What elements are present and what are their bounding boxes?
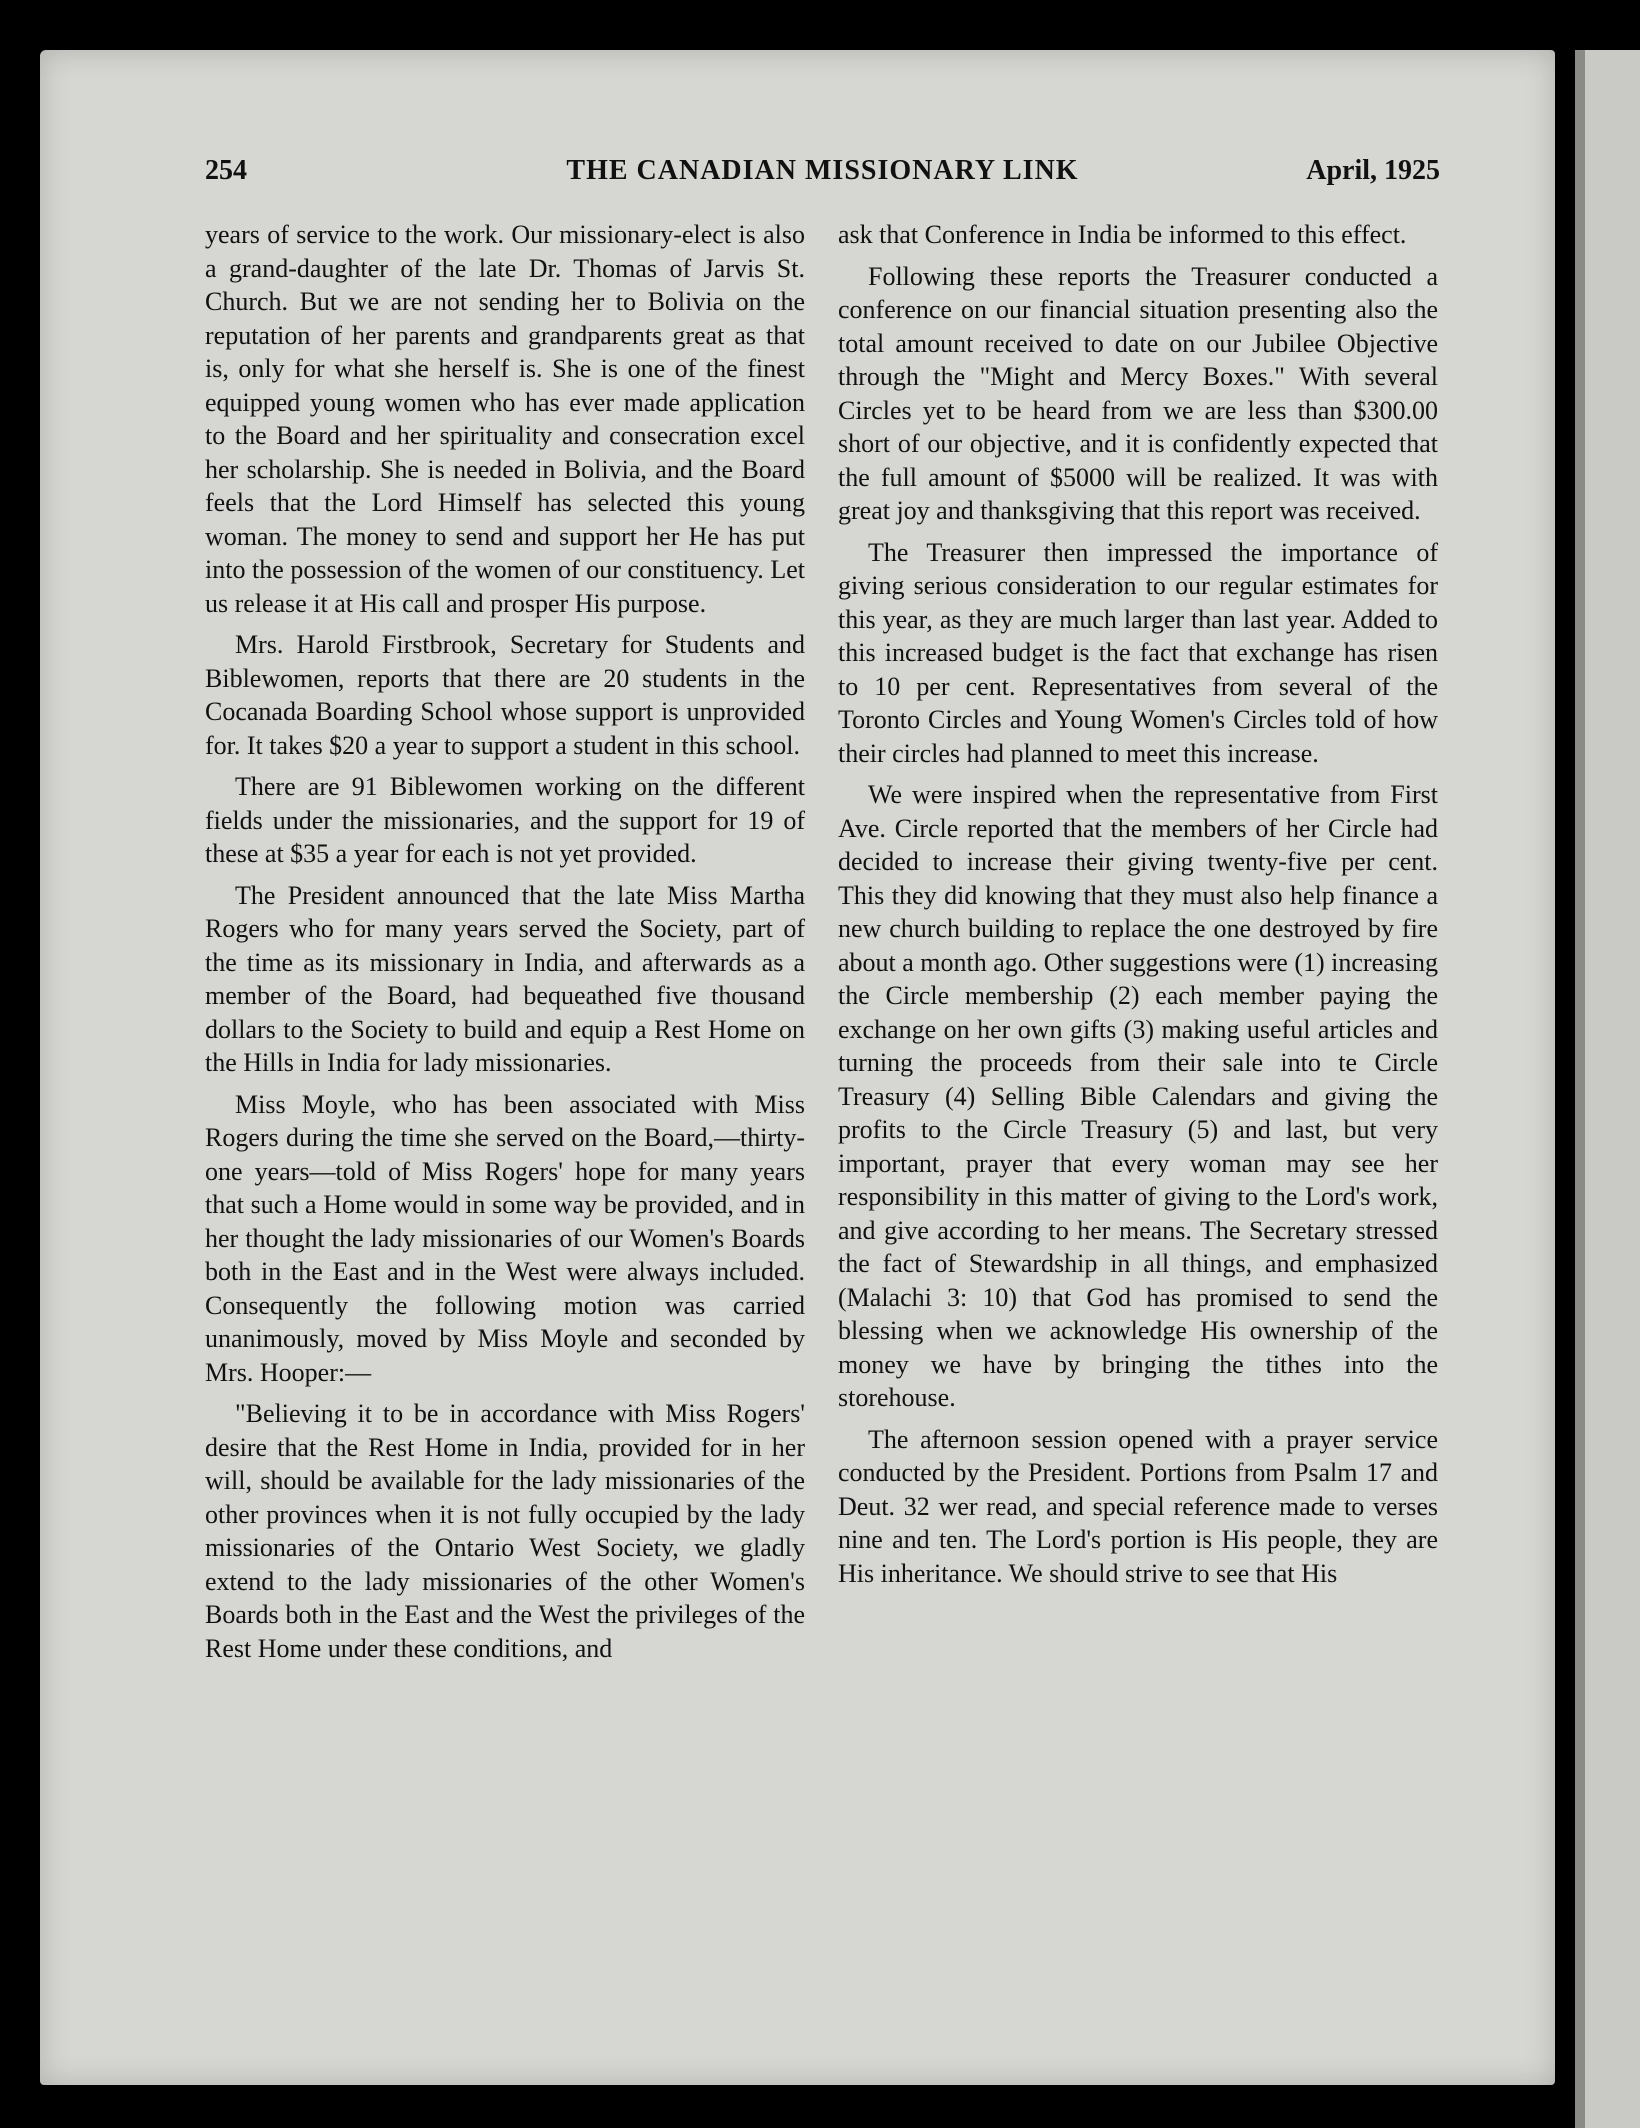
paragraph: years of service to the work. Our missionary-elect is also a grand-daughter of the late Dr. Thomas of Jarvis St. Church. But we are not sending her to Bolivia on the reputation of her parents and grandparents great as that is, only for what she herself is. She is one of the finest equipped young women who has ever made application to the Board and her spirituality and consecration excel her scholarship. She is needed in Bolivia, and the Board feels that the Lord Himself has selected this young woman. The money to send and support her He has put into the possession of the women of our constituency. Let us release it at His call and prosper His purpose. <box>205 220 805 618</box>
paragraph: Miss Moyle, who has been associated with Miss Rogers during the time she served on the Board,—thirty-one years—told of Miss Rogers' hope for many years that such a Home would in some way be provided, and in her thought the lady missionaries of our Women's Boards both in the East and in the West were always included. Consequently the following motion was carried unanimously, moved by Miss Moyle and seconded by Mrs. Hooper:— <box>205 1089 805 1387</box>
page-number: 254 <box>205 155 247 186</box>
right-column <box>838 218 1438 1598</box>
adjacent-page-edge <box>1575 50 1640 2128</box>
paragraph: ask that Conference in India be informed to this effect. <box>838 220 1407 249</box>
paragraph: There are 91 Biblewomen working on the different fields under the missionaries, and the support for 19 of these at $35 a year for each is not yet provided. <box>205 772 805 868</box>
scan-border-top <box>0 0 1640 50</box>
paragraph: The afternoon session opened with a prayer service conducted by the President. Portions from Psalm 17 and Deut. 32 wer read, and special reference made to verses nine and ten. The Lord's portion is His people, they are His inheritance. We should strive to see that His <box>838 1424 1438 1588</box>
page-edge-shadow <box>1555 50 1575 2128</box>
running-header <box>205 155 1440 195</box>
paragraph: Following these reports the Treasurer conducted a conference on our financial situation presenting also the total amount received to date on our Jubilee Objective through the "Might and Mercy Boxes." With several Circles yet to be heard from we are less than $300.00 short of our objective, and it is confidently expected that the full amount of $5000 will be realized. It was with great joy and thanksgiving that this report was received. <box>838 261 1438 525</box>
paragraph: The Treasurer then impressed the importance of giving serious consideration to our regular estimates for this year, as they are much larger than last year. Added to this increased budget is the fact that exchange has risen to 10 per cent. Representatives from several of the Toronto Circles and Young Women's Circles told of how their circles had planned to meet this increase. <box>838 537 1438 768</box>
issue-date: April, 1925 <box>1306 155 1440 186</box>
publication-title: THE CANADIAN MISSIONARY LINK <box>566 155 1079 186</box>
left-column <box>205 218 805 1673</box>
paragraph: "Believing it to be in accordance with Miss Rogers' desire that the Rest Home in India, provided for in her will, should be available for the lady missionaries of the other provinces when it is not fully occupied by the lady missionaries of the Ontario West Society, we gladly extend to the lady missionaries of the other Women's Boards both in the East and the West the privileges of the Rest Home under these conditions, and <box>205 1399 805 1663</box>
paragraph: Mrs. Harold Firstbrook, Secretary for Students and Biblewomen, reports that there are 20 students in the Cocanada Boarding School whose support is unprovided for. It takes $20 a year to support a student in this school. <box>205 630 805 760</box>
paragraph: The President announced that the late Miss Martha Rogers who for many years served the Society, part of the time as its missionary in India, and afterwards as a member of the Board, had bequeathed five thousand dollars to the Society to build and equip a Rest Home on the Hills in India for lady missionaries. <box>205 880 805 1077</box>
paragraph: We were inspired when the representative from First Ave. Circle reported that the members of her Circle had decided to increase their giving twenty-five per cent. This they did knowing that they must also help finance a new church building to replace the one destroyed by fire about a month ago. Other suggestions were (1) increasing the Circle membership (2) each member paying the exchange on her own gifts (3) making useful articles and turning the proceeds from their sale into te Circle Treasury (4) Selling Bible Calendars and giving the profits to the Circle Treasury (5) and last, but very important, prayer that every woman may see her responsibility in this matter of giving to the Lord's work, and give according to her means. The Secretary stressed the fact of Stewardship in all things, and emphasized (Malachi 3: 10) that God has promised to send the blessing when we acknowledge His ownership of the money we have by bringing the tithes into the storehouse. <box>838 780 1439 1412</box>
